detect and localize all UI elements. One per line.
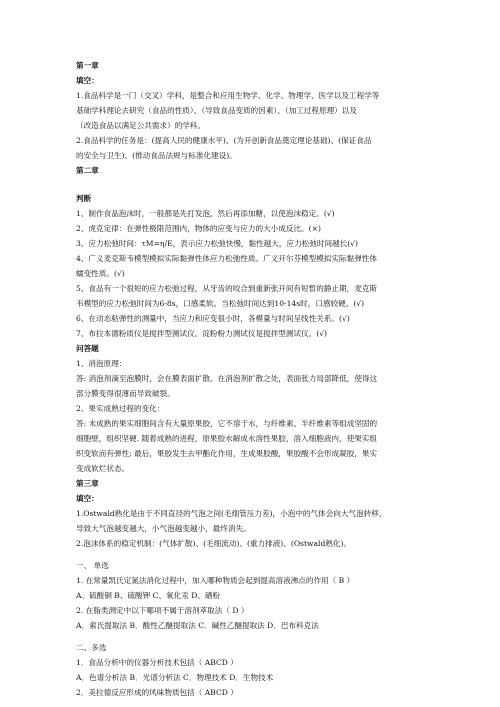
qa-1-answer-line2: 部分膜变得很薄而导致破裂。 <box>76 389 175 398</box>
single-q1-options: A、硫酸铜 B、硫酸钾 C、氧化汞 D、硒粉 <box>76 591 221 600</box>
multi-q1: 1．食品分析中的仪器分析技术包括（ ABCD ） <box>76 658 238 667</box>
judge-item-4-line1: 4、广义麦克斯韦模型模拟实际黏弹性体应力松弛性质。广义开尔芬模型模拟实际黏弹性体 <box>76 254 377 263</box>
judge-item-3: 3、应力松弛时间：τM=η/E，表示应力松弛快慢，黏性越大，应力松弛时间越长(√) <box>76 239 358 248</box>
qa-2-answer-line4: 变成软烂状态。 <box>76 464 130 473</box>
ch1-q1-line1: 1.食品科学是一门（交叉）学科，是整合和应用生物学、化学、物理学、医学以及工程学等 <box>76 91 380 100</box>
qa-1-question: 1、消泡原理： <box>76 359 127 368</box>
ch3-fill-1-line1: 1.Ostwald熟化是由于不同直径的气泡之间(毛细管压力差)，小泡中的气体会向大气泡转移， <box>76 509 387 518</box>
multi-q2: 2．美拉德反应形成的风味物质包括（ ABCD ） <box>76 688 238 697</box>
chapter-3-fill-label: 填空： <box>76 494 99 503</box>
chapter-2-title: 第二章 <box>76 166 99 175</box>
ch3-fill-2: 2.泡沫体系的稳定机制：(气体扩散)、(毛细流动)、(重力排液)、(Ostwald熟化)。 <box>76 539 352 548</box>
qa-2-answer-line2: 细胞壁，组织坚硬. 随着成熟的进程，原果胶水解成水溶性果胶，溶入细胞液内，使果实组 <box>76 434 377 443</box>
chapter-1-title: 第一章 <box>76 61 99 70</box>
single-q1: 1. 在常量凯氏定氮法消化过程中，加入哪种物质会起到提高溶液沸点的作用（ B ） <box>76 576 355 585</box>
qa-2-question: 2、果实成熟过程的变化： <box>76 404 165 413</box>
judge-item-5-line2: 韦模型的应力松弛时间为6-8s，口感柔软。当松弛时间达到10-14s时，口感较硬。(√) <box>76 299 365 308</box>
judge-label: 判断 <box>76 194 92 203</box>
qa-2-answer-line1: 答: 未成熟的果实细胞间含有大量原果胶，它不溶于水，与纤维素、半纤维素等组成坚固的 <box>76 419 378 428</box>
qa-label: 问答题 <box>76 344 99 353</box>
judge-item-4-line2: 蠕变性质。(√) <box>76 269 125 278</box>
single-q2: 2. 在脂类测定中以下哪项不属于溶剂萃取法（ D ） <box>76 606 249 615</box>
ch1-q2-line1: 2.食品科学的任务是：(提高人民的健康水平)、(为开创新食品奠定理论基础)、(保证食品 <box>76 136 372 145</box>
judge-item-1: 1、制作食品泡沫时，一般都是先打发泡，然后再添加糖，以使泡沫稳定。(√) <box>76 209 335 218</box>
multi-choice-title: 二、多选 <box>76 643 107 652</box>
ch1-q1-line3: （改造食品以满足公共需求）的学科。 <box>76 121 206 130</box>
judge-item-2: 2、虎克定律：在弹性极限范围内，物体的应变与应力的大小成反比。(×) <box>76 224 321 233</box>
judge-item-7: 7、布拉本德粉质仪是搅拌型测试仪。淀粉粉力测试仪是搅拌型测试仪。(√) <box>76 329 327 338</box>
single-choice-title: 一、 单选 <box>76 561 109 570</box>
judge-item-5-line1: 5、食品有一个很短的应力松弛过程，从牙齿的咬合到重新张开间有短暂的静止期，麦克斯 <box>76 284 377 293</box>
single-q2-options: A．索氏提取法 B．酸性乙醚提取法 C．碱性乙醚提取法 D．巴布科克法 <box>76 621 319 630</box>
multi-q1-options: A．色谱分析法 B．光谱分析法 C．物理技术 D．生物技术 <box>76 673 274 682</box>
chapter-1-fill-label: 填空： <box>76 76 99 85</box>
chapter-3-title: 第三章 <box>76 479 99 488</box>
judge-item-6: 6、在动态粘弹性的测量中，当应力和应变很小时，各模量与时间呈线性关系。(√) <box>76 314 350 323</box>
ch1-q1-line2: 基础学科理论去研究（食品的性质）、（导致食品变质的因素）、（加工过程原理）以及 <box>76 106 357 115</box>
qa-2-answer-line3: 织变软而有弹性; 最后，果胶发生去甲酯化作用，生成果胶酸，果胶酸不会形成凝胶，果实 <box>76 449 378 458</box>
ch3-fill-1-line2: 导致大气泡越变越大，小气泡越变越小，最终消失。 <box>76 524 251 533</box>
ch1-q2-line2: 的安全与卫生)、(推动食品法规与标准化建设)。 <box>76 151 237 160</box>
qa-1-answer-line1: 答: 消泡剂滴至泡膜时，会在膜表面扩散。在消泡剂扩散之处，表面张力局部降低，使得这 <box>76 374 378 383</box>
